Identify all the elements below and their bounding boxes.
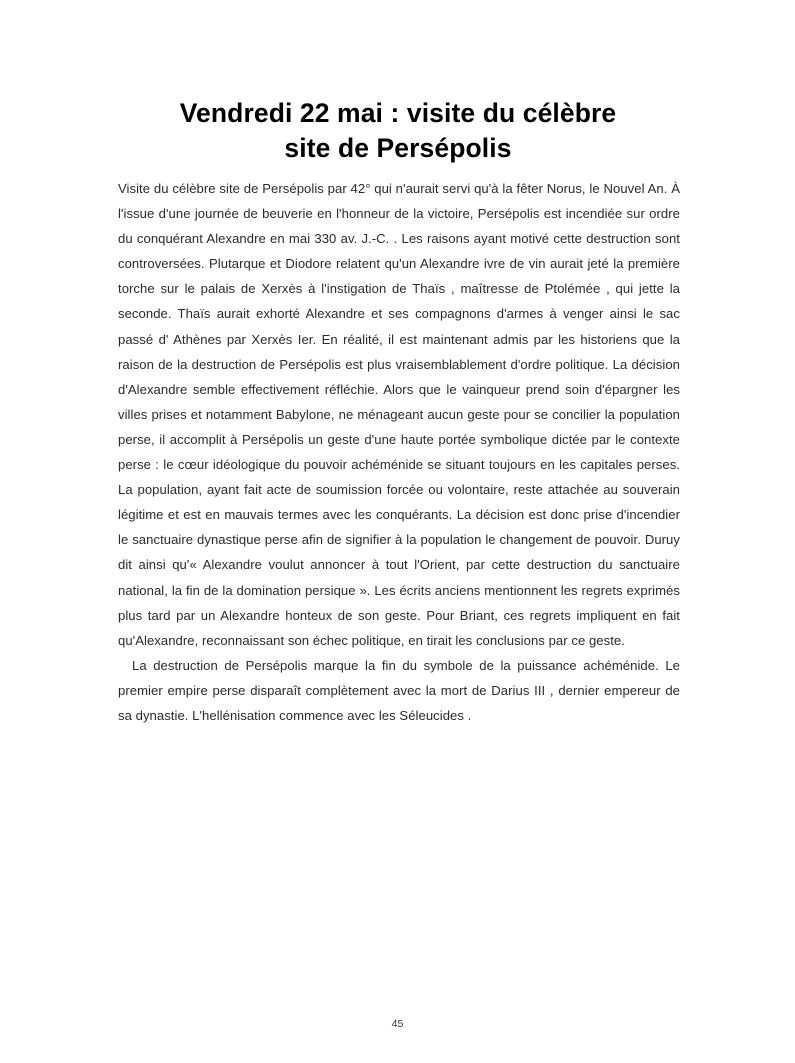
- page-title-line-2: site de Persépolis: [284, 132, 512, 163]
- paragraph: La destruction de Persépolis marque la fin du symbole de la puissance achéménide. Le premier empire perse disparaît complètement avec la mort de Darius III , dernier empereur de sa dynastie. L'hellénisation commence avec les Séleucides .: [118, 657, 680, 723]
- page-number: 45: [391, 1018, 404, 1030]
- paragraph: Visite du célèbre site de Persépolis par 42° qui n'aurait servi qu'à la fêter Norus, le Nouvel An. À l'issue d'une journée de beuverie en l'honneur de la victoire, Persépolis est incendiée sur ordre du conquérant Alexandre en mai 330 av. J.-C. . Les raisons ayant motivé cette destruction sont controversées. Plutarque et Diodore relatent qu'un Alexandre ivre de vin aurait jeté la première torche sur le palais de Xerxès à l'instigation de Thaïs , maîtresse de Ptolémée , qui jette la seconde. Thaïs aurait exhorté Alexandre et ses compagnons d'armes à venger ainsi le sac passé d' Athènes par Xerxès Ier. En réalité, il est maintenant admis par les historiens que la raison de la destruction de Persépolis est plus vraisemblablement d'ordre politique. La décision d'Alexandre semble effectivement réfléchie. Alors que le vainqueur prend soin d'épargner les villes prises et notamment Babylone, ne ménageant aucun geste pour se concilier la population perse, il accomplit à Persépolis un geste d'une haute portée symbolique dictée par le contexte perse : le cœur idéologique du pouvoir achéménide se situant toujours en les capitales perses. La population, ayant fait acte de soumission forcée ou volontaire, reste attachée au souverain légitime et est en mauvais termes avec les conquérants. La décision est donc prise d'incendier le sanctuaire dynastique perse afin de signifier à la population le changement de pouvoir. Duruy dit ainsi qu'« Alexandre voulut annoncer à tout l'Orient, par cette destruction du sanctuaire national, la fin de la domination persique ». Les écrits anciens mentionnent les regrets exprimés plus tard par un Alexandre honteux de son geste. Pour Briant, ces regrets impliquent en fait qu'Alexandre, reconnaissant son échec politique, en tirait les conclusions par ce geste.: [118, 181, 680, 648]
- page-title: [118, 96, 678, 166]
- page-title-line-1: Vendredi 22 mai : visite du célèbre: [179, 97, 617, 128]
- body-text: [118, 176, 680, 728]
